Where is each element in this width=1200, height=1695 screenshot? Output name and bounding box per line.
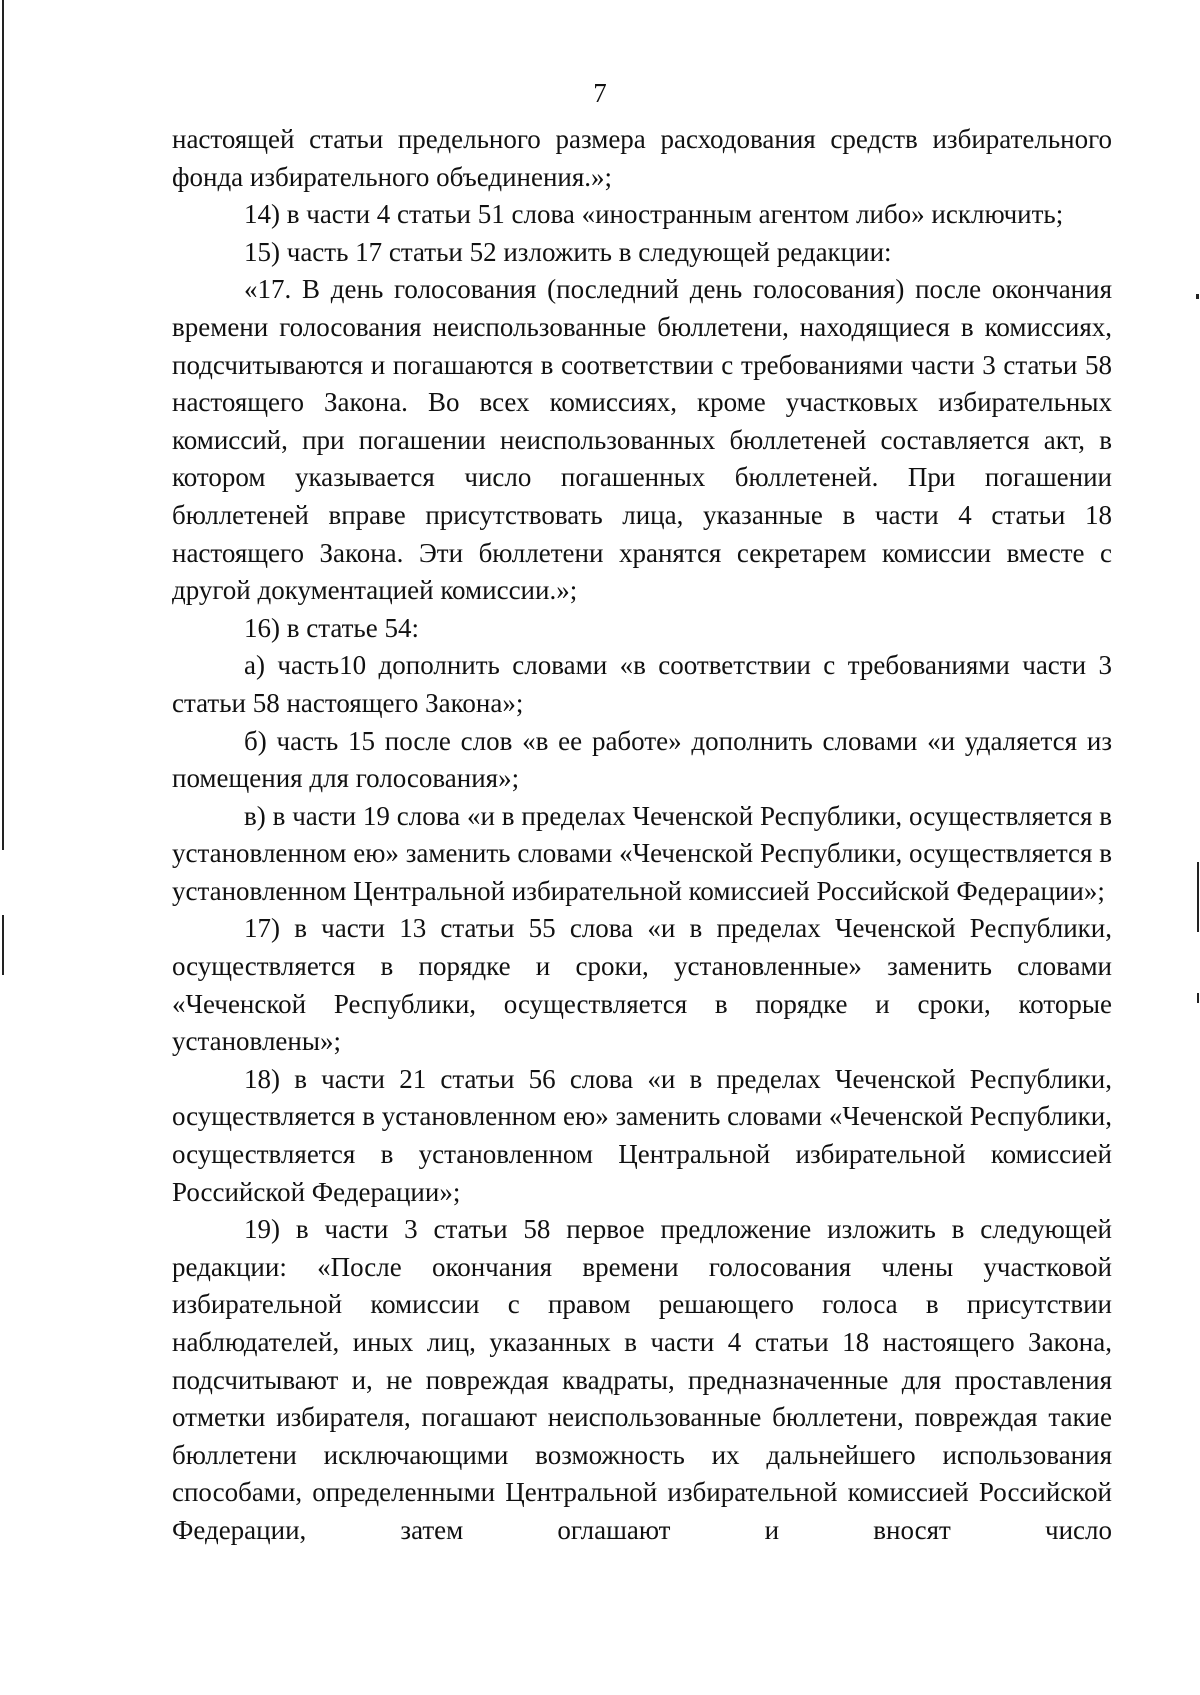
paragraph-item-16v: в) в части 19 слова «и в пределах Чеченской Республики, осуществляется в установленном ею» заменить словами «Чеченской Республики, осуществляется в установленном Центральной избирательной комиссией Российской Федерации»; [172, 800, 1112, 906]
paragraph-item-16: 16) в статье 54: [244, 612, 419, 643]
paragraph-item-16a: а) часть10 дополнить словами «в соответствии с требованиями части 3 статьи 58 настоящего Закона»; [172, 650, 1112, 718]
scan-edge-mark [2, 915, 4, 975]
paragraph-item-15: 15) часть 17 статьи 52 изложить в следующей редакции: [244, 236, 892, 267]
scan-edge-line [2, 0, 4, 850]
page-number: 7 [593, 78, 607, 108]
document-body [172, 121, 1112, 1550]
paragraph-item-19: 19) в части 3 статьи 58 первое предложение изложить в следующей редакции: «После окончания времени голосования члены участковой избирательной комиссии с правом решающего голоса в присутствии наблюдателей, иных лиц, указанных в части 4 статьи 18 настоящего Закона, подсчитывают и, не повреждая квадраты, предназначенные для проставления отметки избирателя, погашают неиспользованные бюллетени, повреждая такие бюллетени исключающими возможность их дальнейшего использования способами, определенными Центральной избирательной комиссией Российской Федерации, затем оглашают и вносят число [172, 1214, 1112, 1545]
paragraph-item-17: 17) в части 13 статьи 55 слова «и в пределах Чеченской Республики, осуществляется в порядке и сроки, установленные» заменить словами «Чеченской Республики, осуществляется в порядке и сроки, которые установлены»; [172, 913, 1112, 1057]
scan-edge-mark [1197, 862, 1199, 932]
paragraph-continuation: настоящей статьи предельного размера расходования средств избирательного фонда избирательного объединения.»; [172, 124, 1112, 192]
paragraph-quoted-part-17: «17. В день голосования (последний день голосования) после окончания времени голосования неиспользованные бюллетени, находящиеся в комиссиях, подсчитываются и погашаются в соответствии с требованиями части 3 статьи 58 настоящего Закона. Во всех комиссиях, кроме участковых избирательных комиссий, при погашении неиспользованных бюллетеней составляется акт, в котором указывается число погашенных бюллетеней. При погашении бюллетеней вправе присутствовать лица, указанные в части 4 статьи 18 настоящего Закона. Эти бюллетени хранятся секретарем комиссии вместе с другой документацией комиссии.»; [172, 274, 1112, 606]
scan-edge-mark [1196, 294, 1199, 299]
paragraph-item-14: 14) в части 4 статьи 51 слова «иностранным агентом либо» исключить; [244, 199, 1064, 230]
scan-edge-mark [1197, 993, 1199, 1003]
paragraph-item-16b: б) часть 15 после слов «в ее работе» дополнить словами «и удаляется из помещения для голосования»; [172, 725, 1112, 794]
paragraph-item-18: 18) в части 21 статьи 56 слова «и в пределах Чеченской Республики, осуществляется в установленном ею» заменить словами «Чеченской Республики, осуществляется в установленном Центральной избирательной комиссией Российской Федерации»; [172, 1063, 1112, 1207]
